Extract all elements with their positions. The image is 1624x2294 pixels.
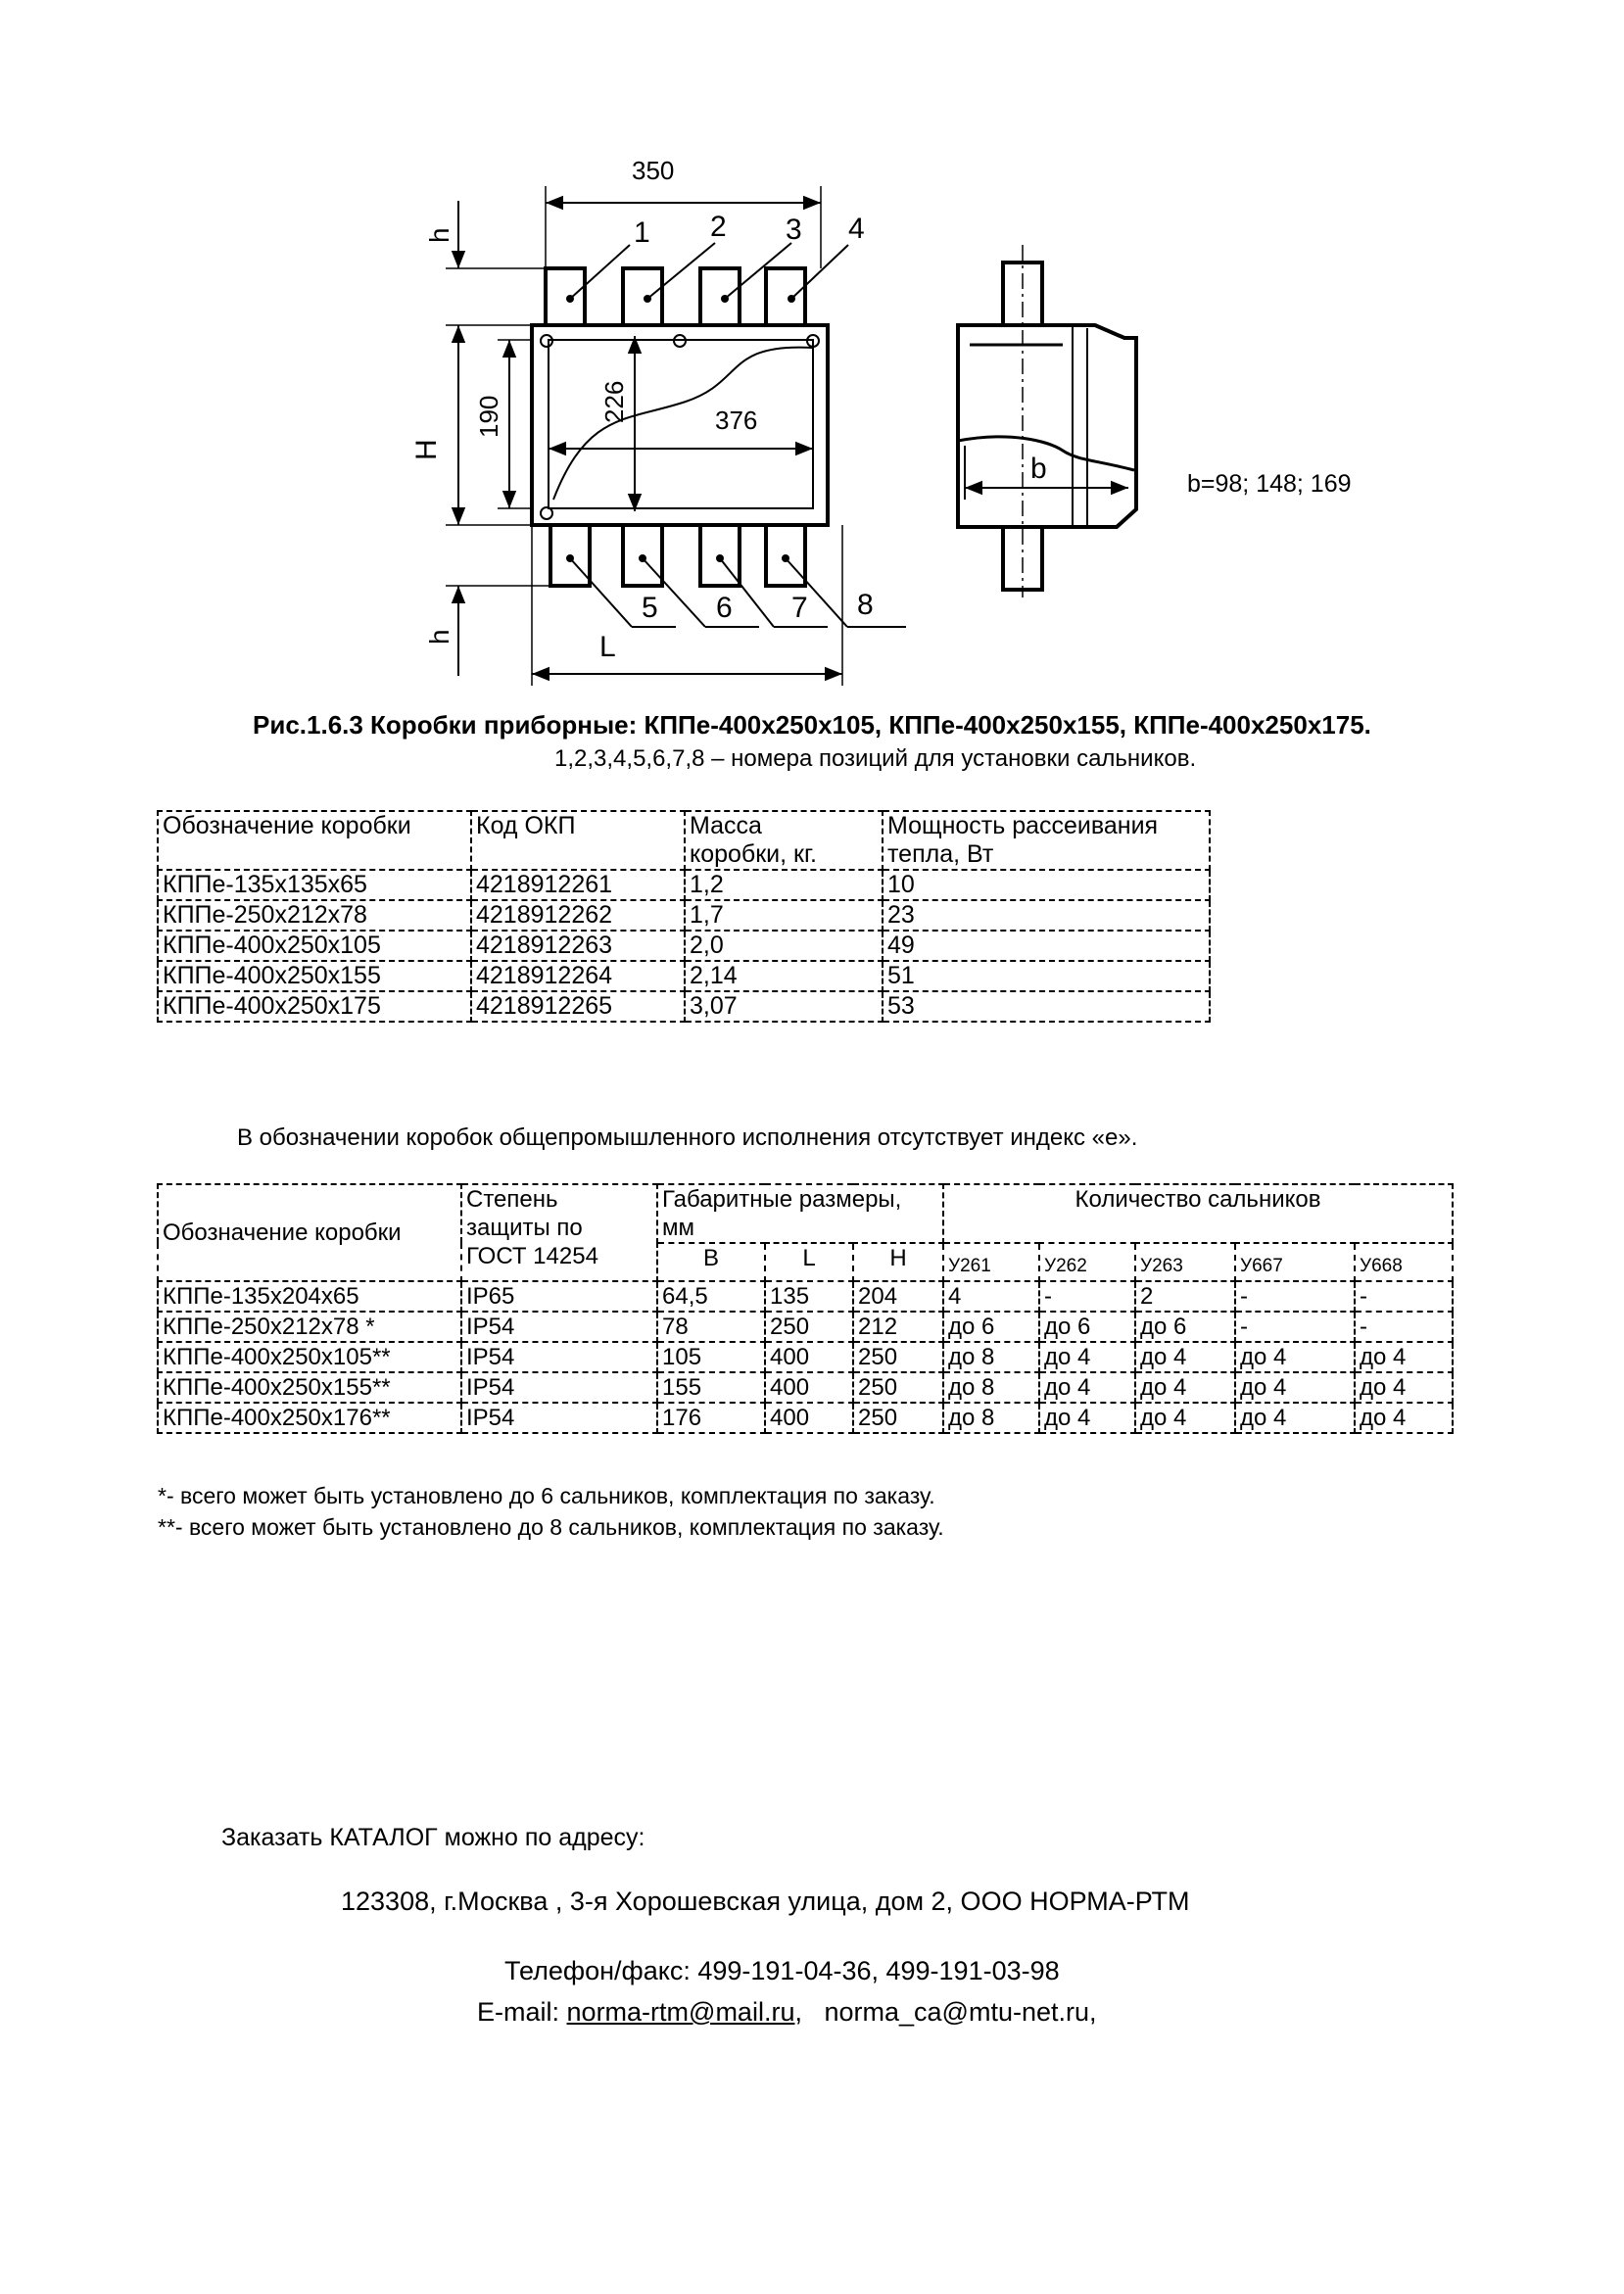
table-cell: до 4 — [1235, 1342, 1355, 1372]
table-row — [158, 991, 1210, 1022]
position-label: 3 — [786, 214, 802, 246]
header-cell: Масса коробки, кг. — [685, 811, 883, 870]
header-cell: У261 — [943, 1243, 1039, 1281]
position-label: 8 — [857, 589, 874, 621]
dim-L: L — [599, 631, 616, 663]
dim-190: 190 — [474, 395, 503, 438]
table-cell: КППе-400х250х175 — [158, 991, 471, 1022]
header-cell: Габаритные размеры, мм — [657, 1184, 943, 1243]
table-row — [158, 900, 1210, 931]
table-row — [158, 961, 1210, 991]
side-note: b=98; 148; 169 — [1187, 470, 1352, 498]
table-cell: 400 — [765, 1342, 853, 1372]
table-header-row — [158, 1184, 1453, 1243]
table-cell: 78 — [657, 1312, 765, 1342]
table-cell: 4218912261 — [471, 870, 685, 900]
header-cell: Мощность рассеивания тепла, Вт — [883, 811, 1210, 870]
table-row — [158, 1312, 1453, 1342]
table-cell: 176 — [657, 1403, 765, 1433]
header-cell: Количество сальников — [943, 1184, 1453, 1243]
table-cell: до 4 — [1135, 1342, 1235, 1372]
gland-top-2 — [623, 268, 662, 325]
table-cell: 51 — [883, 961, 1210, 991]
table-cell: КППе-400х250х176** — [158, 1403, 461, 1433]
position-label: 6 — [716, 592, 733, 624]
table-row — [158, 1372, 1453, 1403]
table-cell: - — [1355, 1281, 1453, 1312]
position-label: 7 — [791, 592, 808, 624]
table-cell: 400 — [765, 1403, 853, 1433]
table-cell: КППе-250х212х78 * — [158, 1312, 461, 1342]
table-cell: 1,7 — [685, 900, 883, 931]
table-cell: 250 — [853, 1342, 943, 1372]
header-cell: Обозначение коробки — [158, 1184, 461, 1281]
industrial-version-note: В обозначении коробок общепромышленного исполнения отсутствует индекс «е». — [237, 1124, 1138, 1151]
table-cell: - — [1355, 1312, 1453, 1342]
technical-drawing — [0, 0, 1624, 705]
table-cell: КППе-135х204х65 — [158, 1281, 461, 1312]
table-cell: КППе-135х135х65 — [158, 870, 471, 900]
box-body — [532, 325, 828, 525]
dim-h-top: h — [424, 227, 454, 243]
table-cell: - — [1235, 1281, 1355, 1312]
table-cell: 250 — [853, 1372, 943, 1403]
table-cell: КППе-400х250х155** — [158, 1372, 461, 1403]
table-cell: КППе-400х250х105** — [158, 1342, 461, 1372]
table-cell: до 8 — [943, 1403, 1039, 1433]
table-cell: до 8 — [943, 1372, 1039, 1403]
table-cell: 250 — [853, 1403, 943, 1433]
table-cell: КППе-400х250х105 — [158, 931, 471, 961]
table-cell: IP54 — [461, 1403, 657, 1433]
header-cell: У263 — [1135, 1243, 1235, 1281]
table-cell: - — [1235, 1312, 1355, 1342]
table-cell: до 4 — [1039, 1403, 1135, 1433]
table-cell: до 4 — [1355, 1372, 1453, 1403]
email-link-1[interactable]: norma-rtm@mail.ru — [566, 1997, 795, 2027]
table-cell: 2,14 — [685, 961, 883, 991]
table-cell: 4 — [943, 1281, 1039, 1312]
table-cell: IP65 — [461, 1281, 657, 1312]
header-cell: У668 — [1355, 1243, 1453, 1281]
table-cell: 3,07 — [685, 991, 883, 1022]
table-row — [158, 931, 1210, 961]
position-label: 1 — [634, 216, 650, 249]
position-label: 2 — [710, 211, 727, 243]
header-cell: Обозначение коробки — [158, 811, 471, 870]
table-cell: до 4 — [1355, 1403, 1453, 1433]
table-cell: КППе-400х250х155 — [158, 961, 471, 991]
header-cell: Код ОКП — [471, 811, 685, 870]
phone-fax: Телефон/факс: 499-191-04-36, 499-191-03-98 — [504, 1956, 1060, 1985]
box-specs-table — [157, 810, 1211, 1023]
email-label: E-mail: — [477, 1997, 560, 2027]
table-cell: 4218912263 — [471, 931, 685, 961]
table-cell: 53 — [883, 991, 1210, 1022]
position-label: 5 — [642, 592, 658, 624]
position-label: 4 — [848, 213, 865, 245]
table-cell: 1,2 — [685, 870, 883, 900]
dim-b: b — [1030, 453, 1047, 485]
table-cell: IP54 — [461, 1372, 657, 1403]
table-cell: 4218912265 — [471, 991, 685, 1022]
gland-top-4 — [766, 268, 805, 325]
table-cell: IP54 — [461, 1312, 657, 1342]
table-cell: 212 — [853, 1312, 943, 1342]
table-cell: до 4 — [1355, 1342, 1453, 1372]
side-body — [958, 325, 1136, 527]
table-cell: до 8 — [943, 1342, 1039, 1372]
gland-top-1 — [546, 268, 585, 325]
dim-h-bottom: h — [424, 629, 454, 645]
dim-H: H — [410, 439, 443, 460]
table-row — [158, 1342, 1453, 1372]
table-cell: до 4 — [1039, 1372, 1135, 1403]
table-cell: до 6 — [943, 1312, 1039, 1342]
table-cell: 49 — [883, 931, 1210, 961]
dim-226: 226 — [599, 380, 629, 423]
table-cell: 4218912262 — [471, 900, 685, 931]
table-cell: до 6 — [1039, 1312, 1135, 1342]
table-cell: 135 — [765, 1281, 853, 1312]
header-cell: У262 — [1039, 1243, 1135, 1281]
footnote-double-star: **- всего может быть установлено до 8 сальников, комплектация по заказу. — [158, 1514, 944, 1540]
catalog-order-text: Заказать КАТАЛОГ можно по адресу: — [221, 1824, 645, 1851]
header-cell: L — [765, 1243, 853, 1281]
table-cell: 10 — [883, 870, 1210, 900]
header-cell: H — [853, 1243, 943, 1281]
table-cell: 2 — [1135, 1281, 1235, 1312]
table-cell: до 4 — [1235, 1403, 1355, 1433]
gland-top-3 — [700, 268, 740, 325]
table-cell: 250 — [765, 1312, 853, 1342]
header-cell: У667 — [1235, 1243, 1355, 1281]
header-cell: Степень защиты по ГОСТ 14254 — [461, 1184, 657, 1281]
table-cell: 2,0 — [685, 931, 883, 961]
box-dimensions-table — [157, 1183, 1454, 1434]
table-cell: до 4 — [1235, 1372, 1355, 1403]
dim-376: 376 — [715, 406, 758, 435]
table-cell: 400 — [765, 1372, 853, 1403]
table-cell: до 4 — [1135, 1372, 1235, 1403]
table-cell: до 4 — [1135, 1403, 1235, 1433]
dim-350: 350 — [632, 156, 675, 185]
table-cell: 155 — [657, 1372, 765, 1403]
table-row — [158, 870, 1210, 900]
email-line: E-mail: norma-rtm@mail.ru, norma_ca@mtu-net.ru, — [477, 1997, 1097, 2027]
table-cell: 204 — [853, 1281, 943, 1312]
table-header-row — [158, 811, 1210, 870]
company-address: 123308, г.Москва , 3-я Хорошевская улица, дом 2, ООО НОРМА-РТМ — [341, 1887, 1190, 1916]
table-cell: 4218912264 — [471, 961, 685, 991]
table-cell: КППе-250х212х78 — [158, 900, 471, 931]
table-cell: до 6 — [1135, 1312, 1235, 1342]
figure-caption: Рис.1.6.3 Коробки приборные: КППе-400х250х105, КППе-400х250х155, КППе-400х250х175. — [253, 710, 1371, 740]
table-cell: IP54 — [461, 1342, 657, 1372]
footnote-single-star: *- всего может быть установлено до 6 сальников, комплектация по заказу. — [158, 1483, 935, 1508]
table-cell: 64,5 — [657, 1281, 765, 1312]
table-cell: 105 — [657, 1342, 765, 1372]
email-link-2[interactable]: norma_ca@mtu-net.ru, — [824, 1997, 1097, 2027]
table-cell: - — [1039, 1281, 1135, 1312]
table-cell: до 4 — [1039, 1342, 1135, 1372]
table-row — [158, 1281, 1453, 1312]
table-row — [158, 1403, 1453, 1433]
figure-subcaption: 1,2,3,4,5,6,7,8 – номера позиций для установки сальников. — [554, 745, 1197, 772]
header-cell: B — [657, 1243, 765, 1281]
table-cell: 23 — [883, 900, 1210, 931]
